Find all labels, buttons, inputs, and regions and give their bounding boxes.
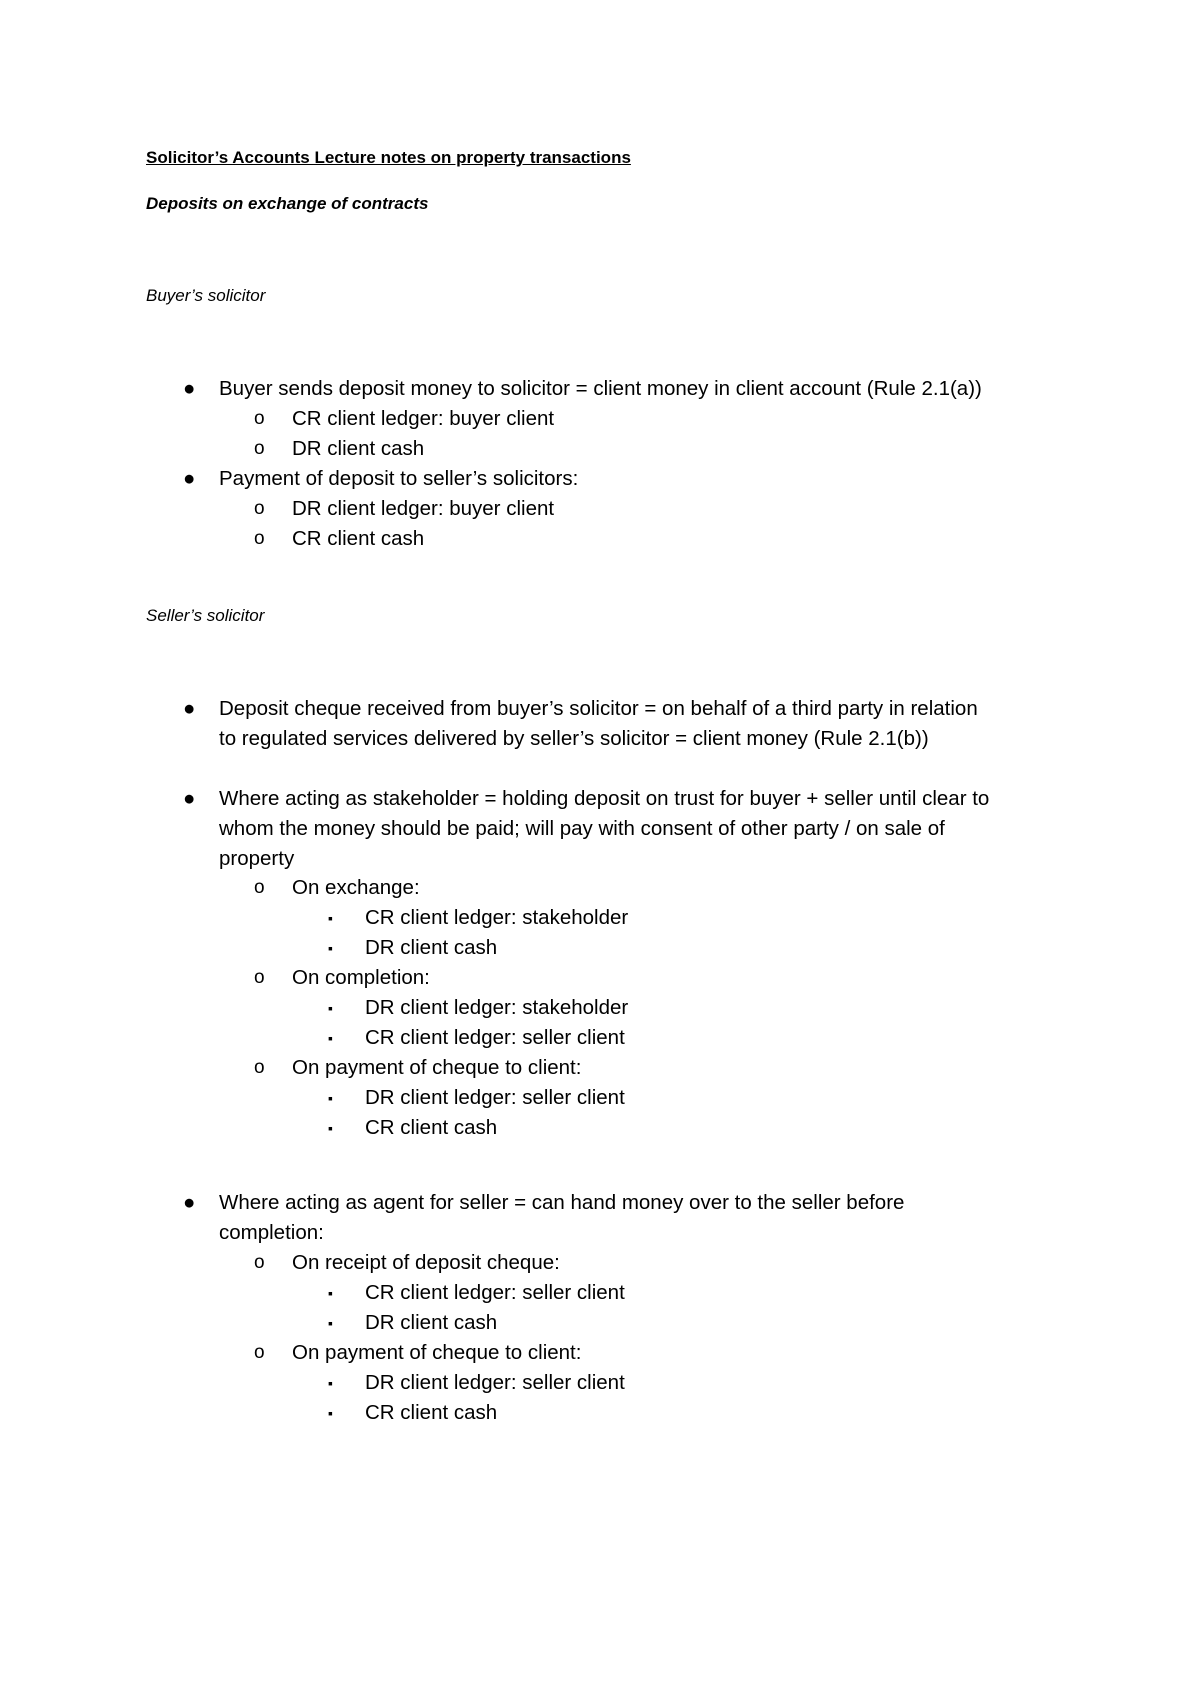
square-marker: ▪ (328, 1405, 333, 1421)
circle-marker: o (254, 438, 265, 459)
list-item-line: to regulated services delivered by seller’s solicitor = client money (Rule 2.1(b)) (219, 727, 929, 750)
bullet-marker: ● (183, 787, 196, 810)
bullet-marker: ● (183, 1191, 196, 1214)
list-item: DR client ledger: buyer client (292, 497, 555, 520)
list-item: DR client cash (292, 437, 425, 460)
list-item-line: whom the money should be paid; will pay with consent of other party / on sale of (219, 817, 945, 840)
square-marker: ▪ (328, 1090, 333, 1106)
list-item: DR client ledger: seller client (365, 1086, 625, 1109)
list-item: DR client ledger: stakeholder (365, 996, 629, 1019)
list-item: CR client cash (365, 1401, 498, 1424)
list-item: On completion: (292, 966, 430, 989)
list-item: Payment of deposit to seller’s solicitors: (219, 467, 579, 490)
list-item: CR client cash (292, 527, 425, 550)
page-title: Solicitor’s Accounts Lecture notes on property transactions (146, 148, 631, 167)
list-item: On exchange: (292, 876, 420, 899)
list-item: On payment of cheque to client: (292, 1341, 582, 1364)
list-item: CR client ledger: seller client (365, 1026, 625, 1049)
circle-marker: o (254, 1252, 265, 1273)
list-item-line: Where acting as stakeholder = holding deposit on trust for buyer + seller until clear to (219, 787, 990, 810)
circle-marker: o (254, 498, 265, 519)
circle-marker: o (254, 877, 265, 898)
list-item: CR client ledger: stakeholder (365, 906, 629, 929)
list-item: DR client cash (365, 936, 498, 959)
square-marker: ▪ (328, 940, 333, 956)
list-item-line: completion: (219, 1221, 324, 1244)
list-item: CR client cash (365, 1116, 498, 1139)
list-item-line: Deposit cheque received from buyer’s solicitor = on behalf of a third party in relation (219, 697, 978, 720)
list-item-line: property (219, 847, 295, 870)
bullet-marker: ● (183, 697, 196, 720)
section-heading-buyer: Buyer’s solicitor (146, 286, 266, 305)
list-item: On receipt of deposit cheque: (292, 1251, 560, 1274)
list-item: DR client ledger: seller client (365, 1371, 625, 1394)
list-item: CR client ledger: seller client (365, 1281, 625, 1304)
section-heading-seller: Seller’s solicitor (146, 606, 265, 625)
circle-marker: o (254, 1342, 265, 1363)
list-item: CR client ledger: buyer client (292, 407, 555, 430)
list-item: DR client cash (365, 1311, 498, 1334)
list-item: Buyer sends deposit money to solicitor = client money in client account (Rule 2.1(a)) (219, 377, 982, 400)
circle-marker: o (254, 528, 265, 549)
circle-marker: o (254, 408, 265, 429)
bullet-marker: ● (183, 377, 196, 400)
circle-marker: o (254, 1057, 265, 1078)
square-marker: ▪ (328, 1120, 333, 1136)
list-item: On payment of cheque to client: (292, 1056, 582, 1079)
square-marker: ▪ (328, 1285, 333, 1301)
square-marker: ▪ (328, 1000, 333, 1016)
circle-marker: o (254, 967, 265, 988)
square-marker: ▪ (328, 910, 333, 926)
square-marker: ▪ (328, 1030, 333, 1046)
square-marker: ▪ (328, 1315, 333, 1331)
bullet-marker: ● (183, 467, 196, 490)
list-item-line: Where acting as agent for seller = can hand money over to the seller before (219, 1191, 905, 1214)
page-subtitle: Deposits on exchange of contracts (146, 194, 429, 213)
square-marker: ▪ (328, 1375, 333, 1391)
